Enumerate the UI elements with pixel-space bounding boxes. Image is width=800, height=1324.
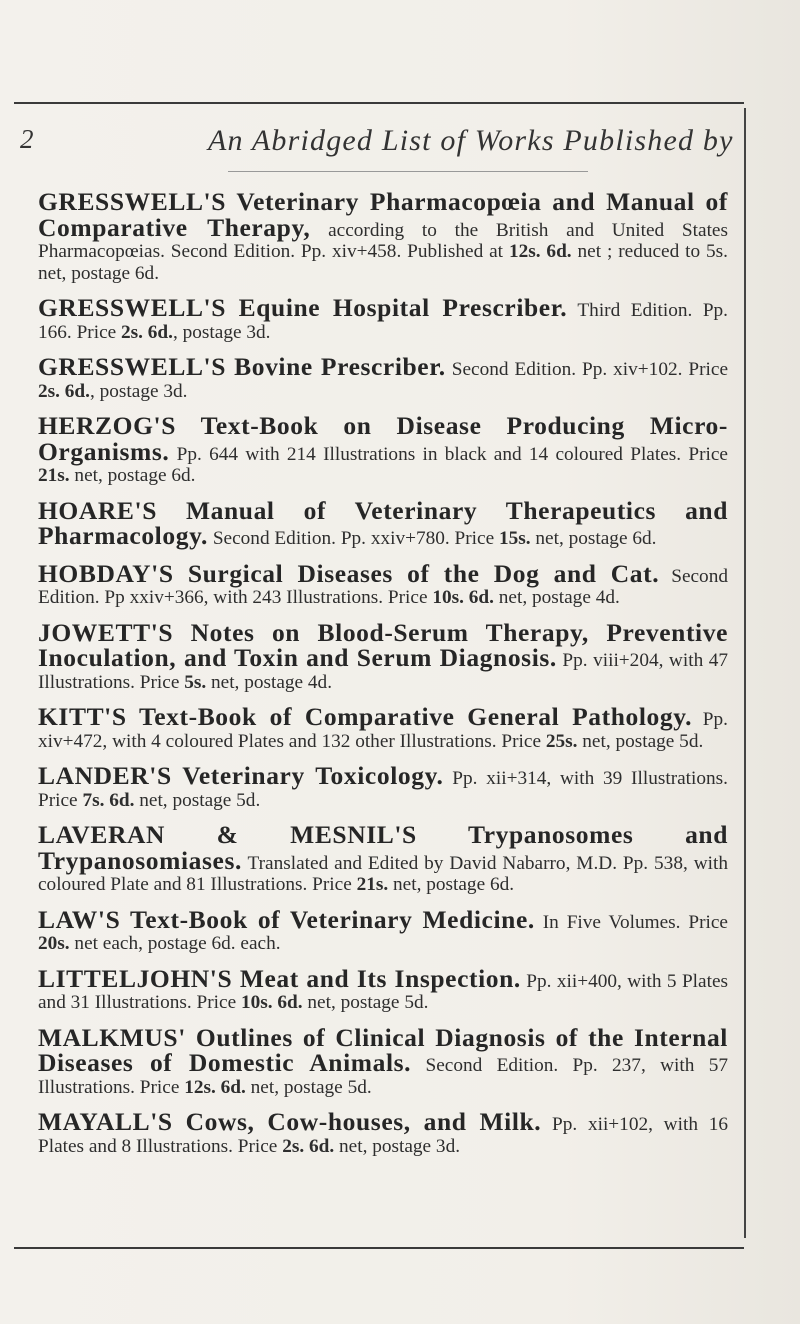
- entry-price: 12s. 6d.: [184, 1076, 246, 1098]
- entry-title: GRESSWELL'S Veterinary Pharmacopœia and Manual of Comparative Therapy,: [38, 187, 728, 242]
- book-entry: [38, 820, 728, 896]
- entry-description: Pp. xiv+472, with 4 coloured Plates and 132 other Illustrations. Price: [38, 709, 728, 752]
- entry-postage: net, postage 4d.: [206, 671, 333, 693]
- book-entry: [38, 761, 728, 811]
- entry-title: LITTELJOHN'S Meat and Its Inspection.: [38, 963, 521, 993]
- book-entry: [38, 904, 728, 955]
- entry-body: [38, 617, 729, 694]
- entry-title: MAYALL'S Cows, Cow-houses, and Milk.: [38, 1107, 542, 1136]
- entry-price: 2s. 6d.: [282, 1135, 335, 1157]
- running-head-rule: [228, 171, 588, 172]
- entry-price: 21s.: [38, 465, 70, 486]
- entry-postage: net, postage 5d.: [134, 789, 261, 811]
- entry-postage: net each, postage 6d. each.: [69, 933, 281, 954]
- entry-title: HOBDAY'S Surgical Diseases of the Dog and Cat.: [38, 558, 660, 588]
- entry-title: KITT'S Text-Book of Comparative General Pathology.: [38, 702, 693, 731]
- entry-description: according to the British and United States Pharmacopœias. Second Edition. Pp. xiv+458. Published at: [38, 219, 728, 262]
- book-entry: [38, 495, 728, 550]
- entry-description: Pp. xii+314, with 39 Illustrations. Price: [38, 768, 728, 811]
- entry-price: 12s. 6d.: [508, 241, 572, 262]
- entry-body: [38, 411, 728, 487]
- entry-postage: net, postage 5d.: [245, 1076, 372, 1098]
- entry-body: [38, 1107, 728, 1157]
- entry-title: LAW'S Text-Book of Veterinary Medicine.: [38, 904, 535, 934]
- entry-price: 5s.: [184, 671, 207, 693]
- entry-postage: net, postage 3d.: [334, 1135, 461, 1157]
- book-entry: [38, 617, 729, 694]
- book-entry: [38, 293, 728, 343]
- entry-body: [38, 761, 728, 811]
- entry-price: 21s.: [356, 874, 389, 895]
- entry-price: 10s. 6d.: [432, 587, 494, 608]
- book-entry: [38, 963, 729, 1014]
- book-entry: [38, 558, 728, 609]
- top-rule: [14, 102, 744, 104]
- entry-postage: net, postage 6d.: [530, 528, 657, 549]
- entry-postage: net, postage 4d.: [493, 587, 620, 608]
- book-entry: [38, 1022, 728, 1099]
- entry-title: GRESSWELL'S Equine Hospital Prescriber.: [38, 293, 568, 322]
- entry-description: Second Edition. Pp. xxiv+780. Price: [208, 528, 499, 549]
- entry-description: Second Edition. Pp. 237, with 57 Illustrations. Price: [38, 1055, 728, 1098]
- book-list: [38, 187, 729, 1169]
- book-entry: [38, 702, 728, 752]
- entry-description: In Five Volumes. Price: [534, 911, 728, 933]
- entry-price: 20s.: [38, 933, 70, 954]
- bottom-rule: [14, 1247, 744, 1249]
- entry-title: HOARE'S Manual of Veterinary Therapeutics and Pharmacology.: [38, 495, 728, 550]
- entry-body: [38, 963, 729, 1014]
- book-entry: [38, 187, 728, 284]
- entry-description: Translated and Edited by David Nabarro, M.D. Pp. 538, with coloured Plate and 81 Illustrations. Price: [38, 852, 728, 895]
- entry-price: 10s. 6d.: [240, 992, 303, 1013]
- entry-description: Pp. viii+204, with 47 Illustrations. Price: [38, 650, 729, 693]
- entry-price: 7s. 6d.: [82, 789, 135, 811]
- entry-body: [38, 558, 728, 609]
- entry-title: LAVERAN & MESNIL'S Trypanosomes and Trypanosomiases.: [38, 820, 728, 875]
- right-margin-rule: [744, 108, 746, 1238]
- entry-body: [38, 352, 728, 402]
- entry-title: JOWETT'S Notes on Blood-Serum Therapy, Preventive Inoculation, and Toxin and Serum Diagnosis.: [38, 617, 728, 672]
- entry-title: LANDER'S Veterinary Toxicology.: [38, 761, 444, 790]
- running-head: An Abridged List of Works Published by: [208, 124, 734, 157]
- page-number: 2: [20, 124, 34, 154]
- entry-title: MALKMUS' Outlines of Clinical Diagnosis of the Internal Diseases of Domestic Animals.: [38, 1022, 728, 1077]
- entry-description: Pp. xii+400, with 5 Plates and 31 Illustrations. Price: [38, 970, 729, 1013]
- book-entry: [38, 352, 728, 402]
- entry-price: 15s.: [498, 528, 531, 549]
- entry-postage: net, postage 6d.: [388, 874, 515, 895]
- entry-body: [38, 495, 728, 550]
- entry-body: [38, 904, 728, 955]
- entry-title: GRESSWELL'S Bovine Prescriber.: [38, 352, 446, 381]
- entry-body: [38, 1022, 728, 1099]
- entry-postage: net, postage 6d.: [69, 465, 196, 486]
- entry-body: [38, 187, 728, 284]
- entry-body: [38, 702, 728, 752]
- entry-description: Pp. xii+102, with 16 Plates and 8 Illustrations. Price: [38, 1114, 728, 1157]
- entry-description: Third Edition. Pp. 166. Price: [38, 300, 728, 343]
- entry-price: 2s. 6d.: [38, 380, 90, 402]
- entry-postage: net, postage 5d.: [302, 992, 429, 1013]
- entry-title: HERZOG'S Text-Book on Disease Producing Micro-Organisms.: [38, 411, 728, 466]
- entry-postage: , postage 3d.: [172, 321, 271, 343]
- entry-body: [38, 820, 728, 896]
- entry-description: Second Edition. Pp. xiv+102. Price: [445, 359, 728, 380]
- book-entry: [38, 1107, 728, 1157]
- entry-body: [38, 293, 728, 343]
- entry-description: Pp. 644 with 214 Illustrations in black and 14 coloured Plates. Price: [169, 443, 728, 465]
- entry-postage: net ; reduced to 5s. net, postage 6d.: [38, 241, 728, 284]
- entry-price: 2s. 6d.: [121, 321, 173, 343]
- entry-price: 25s.: [545, 730, 578, 752]
- entry-description: Second Edition. Pp xxiv+366, with 243 Illustrations. Price: [38, 565, 728, 608]
- book-entry: [38, 411, 728, 487]
- entry-postage: net, postage 5d.: [577, 730, 704, 752]
- entry-postage: , postage 3d.: [89, 380, 188, 402]
